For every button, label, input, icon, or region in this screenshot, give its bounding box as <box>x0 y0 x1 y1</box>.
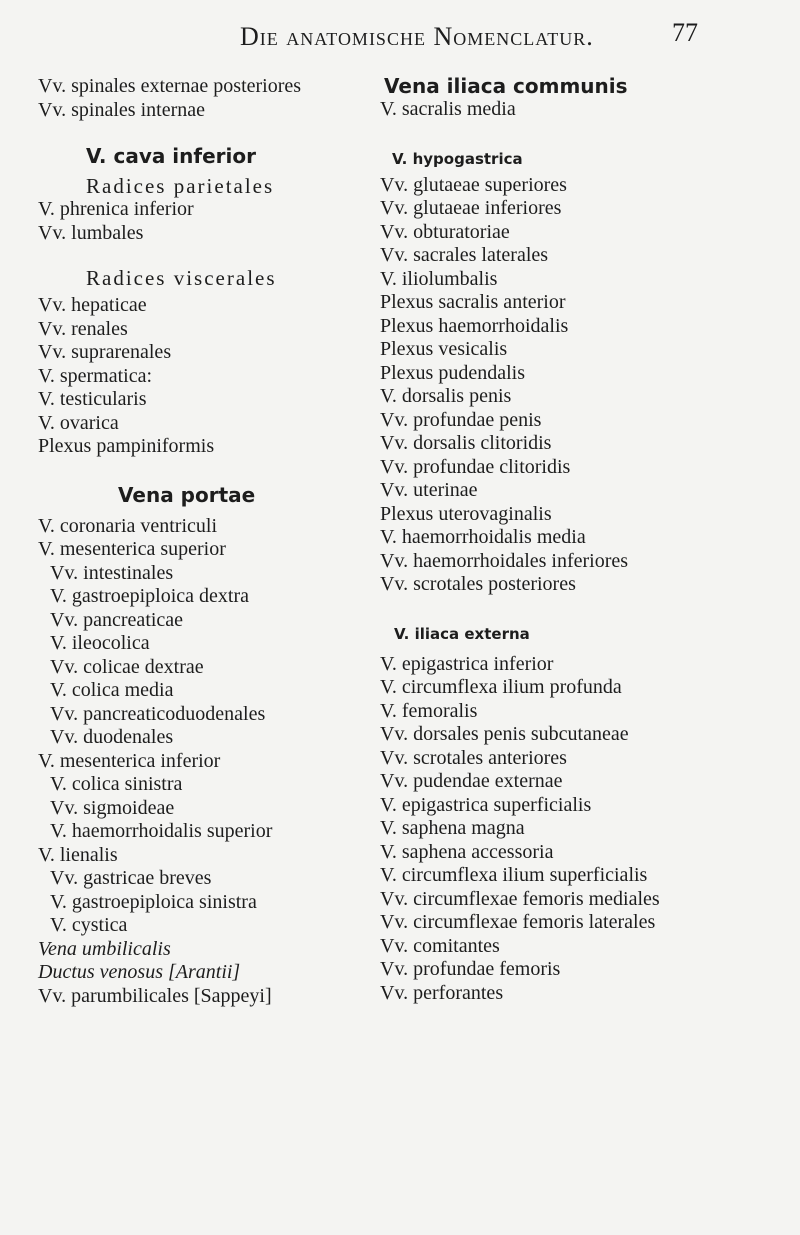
list-item: Vv. perforantes <box>380 981 504 1004</box>
subheading-radices-parietales: Radices parietales <box>86 174 275 198</box>
list-item: V. gastroepiploica dextra <box>50 585 250 607</box>
list-item: Plexus uterovaginalis <box>380 502 552 525</box>
list-item: V. coronaria ventriculi <box>38 514 218 537</box>
list-item: Vv. hepaticae <box>38 294 147 316</box>
list-item: V. saphena accessoria <box>380 840 554 863</box>
list-item: Vv. gastricae breves <box>50 867 212 889</box>
list-item: Vv. pancreaticae <box>50 608 184 631</box>
section-heading-iliaca-communis: Vena iliaca communis <box>384 74 628 98</box>
list-item: V. spermatica: <box>38 364 153 387</box>
list-item: Vv. spinales externae posteriores <box>38 75 302 97</box>
list-item: Vv. uterinae <box>380 479 478 501</box>
list-item: Vv. profundae femoris <box>380 958 561 980</box>
left-column <box>38 75 368 1008</box>
list-item: V. femoralis <box>380 699 478 722</box>
right-column <box>380 74 790 1005</box>
list-item: Vv. dorsales penis subcutaneae <box>380 723 629 745</box>
list-item: Vv. profundae clitoridis <box>380 455 571 478</box>
list-item: Vv. dorsalis clitoridis <box>380 432 552 454</box>
list-item: V. sacralis media <box>380 98 516 120</box>
list-item: V. haemorrhoidalis media <box>380 526 586 548</box>
list-item: Vv. scrotales anteriores <box>380 746 567 769</box>
list-item: V. dorsalis penis <box>380 385 512 407</box>
list-item: Vv. duodenales <box>50 726 174 748</box>
list-item: V. colica media <box>50 679 174 701</box>
section-heading-cava-inferior: V. cava inferior <box>86 144 256 168</box>
list-item: Vv. pancreaticoduodenales <box>50 702 266 725</box>
list-item: V. testicularis <box>38 388 147 410</box>
list-item: Vv. comitantes <box>380 934 500 957</box>
running-title: Die anatomische Nomenclatur. <box>240 22 594 51</box>
list-item: V. haemorrhoidalis superior <box>50 820 273 842</box>
list-item: Plexus pampiniformis <box>38 435 215 457</box>
list-item: Vv. glutaeae superiores <box>380 173 567 196</box>
list-item: Vv. scrotales posteriores <box>380 573 576 595</box>
list-item: V. phrenica inferior <box>38 198 194 220</box>
page-header <box>0 12 800 52</box>
list-item: Vv. intestinales <box>50 561 174 584</box>
subheading-hypogastrica: V. hypogastrica <box>392 149 523 168</box>
list-item: V. gastroepiploica sinistra <box>50 890 257 913</box>
list-item: V. epigastrica inferior <box>380 652 554 675</box>
list-item: Vv. obturatoriae <box>380 220 510 243</box>
list-item: V. circumflexa ilium profunda <box>380 676 622 698</box>
subheading-radices-viscerales: Radices viscerales <box>86 266 277 290</box>
list-item: Vv. glutaeae inferiores <box>380 197 562 219</box>
list-item: Vv. renales <box>38 317 128 340</box>
list-item: Vv. circumflexae femoris laterales <box>380 911 656 933</box>
list-item: V. iliolumbalis <box>380 267 498 290</box>
list-item: Vv. spinales internae <box>38 98 205 121</box>
list-item: Vv. haemorrhoidales inferiores <box>380 549 629 572</box>
list-item: V. cystica <box>50 914 128 936</box>
list-item: V. ileocolica <box>50 632 150 654</box>
section-heading-vena-portae: Vena portae <box>118 482 256 507</box>
list-item: V. lienalis <box>38 843 118 866</box>
list-item: Ductus venosus [Arantii] <box>38 961 241 983</box>
list-item: Vv. sacrales laterales <box>380 244 549 266</box>
list-item: V. ovarica <box>38 411 119 434</box>
list-item: Plexus haemorrhoidalis <box>380 314 569 337</box>
subheading-iliaca-externa: V. iliaca externa <box>394 624 530 643</box>
list-item: Plexus sacralis anterior <box>380 291 566 313</box>
list-item: Vv. suprarenales <box>38 341 172 363</box>
page-number: 77 <box>672 18 698 47</box>
list-item: Vv. lumbales <box>38 221 144 244</box>
list-item: Vena umbilicalis <box>38 937 171 960</box>
list-item: Plexus vesicalis <box>380 338 508 360</box>
list-item: Plexus pudendalis <box>380 361 525 384</box>
list-item: Vv. profundae penis <box>380 408 542 431</box>
list-item: V. colica sinistra <box>50 773 183 795</box>
list-item: V. mesenterica inferior <box>38 749 221 772</box>
list-item: V. saphena magna <box>380 817 525 839</box>
list-item: Vv. parumbilicales [Sappeyi] <box>38 984 272 1007</box>
list-item: Vv. colicae dextrae <box>50 655 204 678</box>
list-item: V. mesenterica superior <box>38 538 226 560</box>
list-item: Vv. sigmoideae <box>50 796 175 819</box>
list-item: Vv. circumflexae femoris mediales <box>380 887 660 910</box>
list-item: V. epigastrica superficialis <box>380 793 592 816</box>
list-item: Vv. pudendae externae <box>380 770 563 792</box>
list-item: V. circumflexa ilium superficialis <box>380 864 648 886</box>
